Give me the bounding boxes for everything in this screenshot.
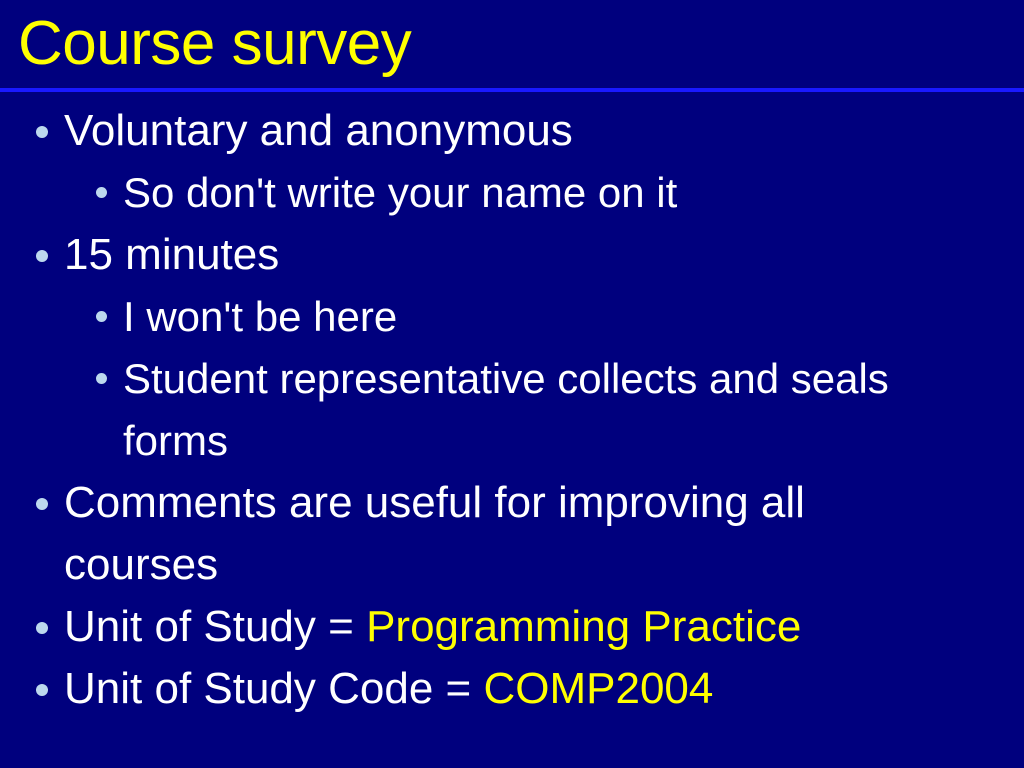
list-item-label: 15 minutes <box>64 230 280 279</box>
bullet-dot-icon <box>36 684 48 696</box>
slide-title: Course survey <box>18 9 412 78</box>
list-item-label: Comments are useful for improving all courses <box>64 478 805 589</box>
list-item <box>0 100 1024 162</box>
list-item-label: I won't be here <box>123 293 398 340</box>
list-item <box>0 162 1024 224</box>
list-item-text: Unit of Study = <box>64 602 367 651</box>
list-item <box>0 224 1024 286</box>
list-item-label <box>64 658 713 720</box>
bullet-dot-icon <box>36 498 48 510</box>
bullet-dot-icon <box>96 187 107 198</box>
list-item-highlight: COMP2004 <box>483 664 714 713</box>
list-item-label: Voluntary and anonymous <box>64 106 573 155</box>
list-item <box>0 286 1024 348</box>
list-item <box>0 596 1024 658</box>
list-item-text: Unit of Study Code = <box>64 664 484 713</box>
list-item-label <box>64 596 801 658</box>
bullet-dot-icon <box>36 622 48 634</box>
list-item <box>0 348 1024 472</box>
bullet-dot-icon <box>36 250 48 262</box>
list-item-label: Student representative collects and seals forms <box>123 355 889 464</box>
slide-body <box>0 100 1024 720</box>
list-item-highlight: Programming Practice <box>366 602 802 651</box>
list-item-label: So don't write your name on it <box>123 169 678 216</box>
title-divider <box>0 88 1024 92</box>
list-item <box>0 658 1024 720</box>
bullet-dot-icon <box>36 126 48 138</box>
bullet-dot-icon <box>96 373 107 384</box>
list-item <box>0 472 1024 596</box>
bullet-dot-icon <box>96 311 107 322</box>
